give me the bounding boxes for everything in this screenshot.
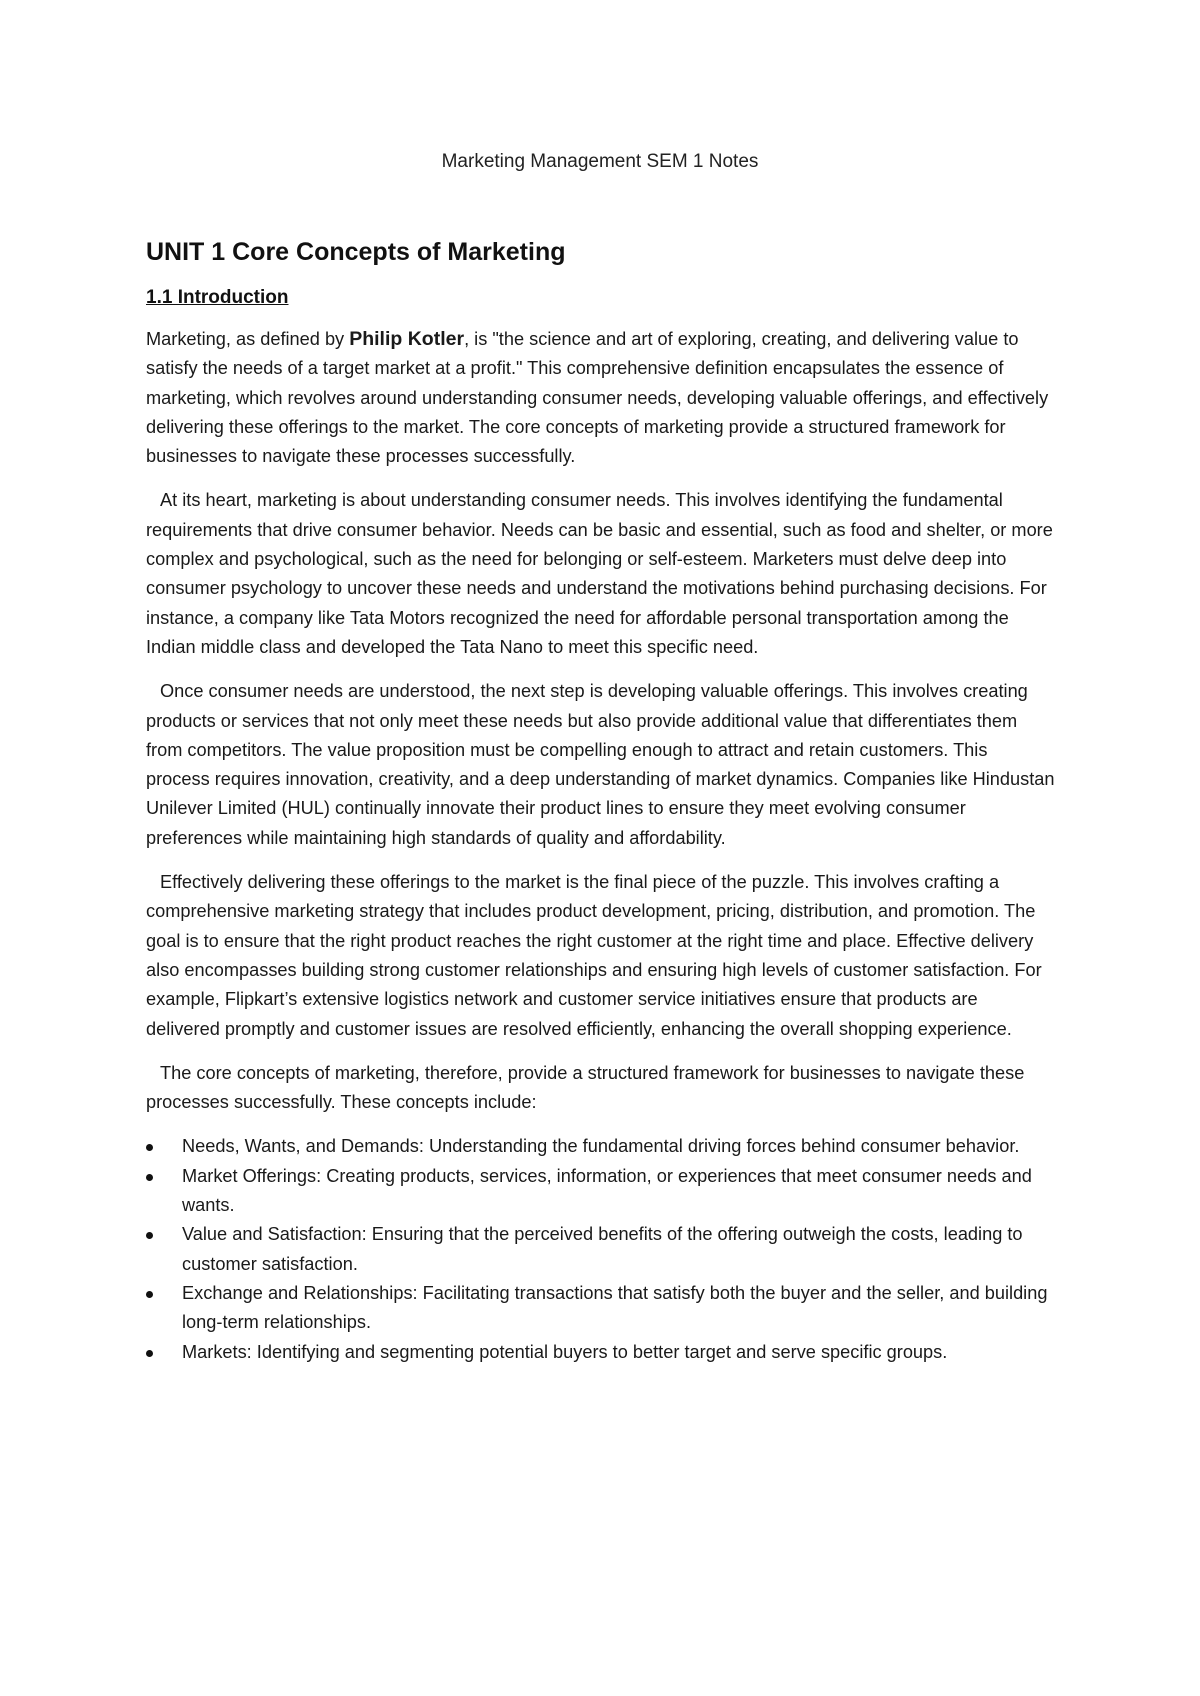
bullet-icon (146, 1144, 153, 1151)
bullet-icon (146, 1350, 153, 1357)
list-item (146, 1220, 1056, 1279)
intro-paragraph (146, 325, 1056, 471)
list-item-text: Needs, Wants, and Demands: Understanding the fundamental driving forces behind consumer behavior. (182, 1136, 1020, 1157)
paragraph-consumer-needs: At its heart, marketing is about understanding consumer needs. This involves identifying the fundamental requirements that drive consumer behavior. Needs can be basic and essential, such as food and shelter, or more complex and psychological, such as the need for belonging or self-esteem. Marketers must delve deep into consumer psychology to uncover these needs and understand the motivations behind purchasing decisions. For instance, a company like Tata Motors recognized the need for affordable personal transportation among the Indian middle class and developed the Tata Nano to meet this specific need. (146, 490, 1053, 657)
paragraph-core-concepts-lead: The core concepts of marketing, therefore, provide a structured framework for businesses to navigate these processes successfully. These concepts include: (146, 1062, 1025, 1113)
list-item-text: Market Offerings: Creating products, services, information, or experiences that meet consumer needs and wants. (182, 1165, 1032, 1216)
intro-lead-text: Marketing, as defined by (146, 329, 350, 349)
list-item-text: Value and Satisfaction: Ensuring that the perceived benefits of the offering outweigh the costs, leading to customer satisfaction. (182, 1224, 1023, 1274)
paragraph-delivering-offerings: Effectively delivering these offerings to the market is the final piece of the puzzle. This involves crafting a comprehensive marketing strategy that includes product development, pricing, distribution, and promotion. The goal is to ensure that the right product reaches the right customer at the right time and place. Effective delivery also encompasses building strong customer relationships and ensuring high levels of customer satisfaction. For example, Flipkart’s extensive logistics network and customer service initiatives ensure that products are delivered promptly and customer issues are resolved efficiently, enhancing the overall shopping experience. (146, 872, 1042, 1039)
document-header-title: Marketing Management SEM 1 Notes (441, 151, 759, 172)
bullet-icon (146, 1291, 153, 1298)
list-item (146, 1162, 1056, 1221)
section-title: 1.1 Introduction (146, 287, 289, 308)
paragraph-valuable-offerings: Once consumer needs are understood, the next step is developing valuable offerings. This involves creating products or services that not only meet these needs but also provide additional value that differentiates them from competitors. The value proposition must be compelling enough to attract and retain customers. This process requires innovation, creativity, and a deep understanding of market dynamics. Companies like Hindustan Unilever Limited (HUL) continually innovate their product lines to ensure they meet evolving consumer preferences while maintaining high standards of quality and affordability. (146, 681, 1055, 848)
document-body (146, 236, 1056, 1367)
bullet-icon (146, 1174, 153, 1181)
unit-title: UNIT 1 Core Concepts of Marketing (146, 238, 566, 266)
bullet-icon (146, 1232, 153, 1239)
list-item (146, 1279, 1056, 1338)
list-item-text: Markets: Identifying and segmenting potential buyers to better target and serve specific groups. (182, 1341, 948, 1362)
core-concepts-list (146, 1132, 1056, 1366)
intro-rest-text: , is "the science and art of exploring, creating, and delivering value to satisfy the needs of a target market at a profit." This comprehensive definition encapsulates the essence of marketing, which revolves around understanding consumer needs, developing valuable offerings, and effectively delivering these offerings to the market. The core concepts of marketing provide a structured framework for businesses to navigate these processes successfully. (146, 329, 1049, 467)
author-name: Philip Kotler (349, 328, 465, 350)
list-item (146, 1132, 1056, 1161)
list-item-text: Exchange and Relationships: Facilitating transactions that satisfy both the buyer and the seller, and building long-term relationships. (182, 1282, 1048, 1333)
list-item (146, 1338, 1056, 1367)
